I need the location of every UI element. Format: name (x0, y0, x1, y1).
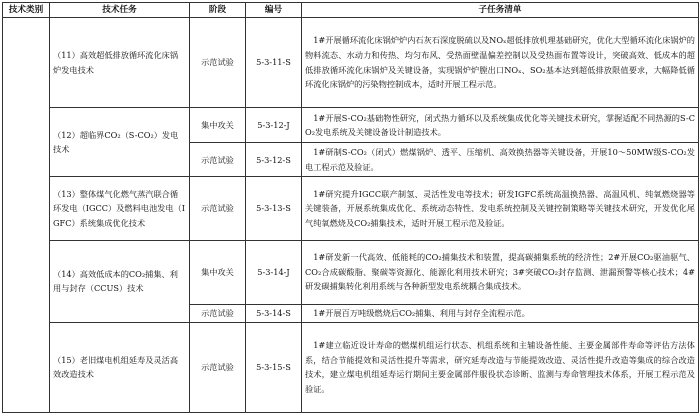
stage-cell: 集中攻关 (190, 108, 246, 143)
header-stage: 阶段 (190, 3, 246, 18)
task-name: （13）整体煤气化燃气蒸汽联合循环发电（IGCC）及燃料电池发电（IGFC）系统集成优化技术 (50, 177, 190, 240)
task-table (2, 2, 699, 413)
number-cell: 5-3-11-S (246, 18, 302, 108)
task-name: （11）高效超低排放循环流化床锅炉发电技术 (50, 18, 190, 108)
number-cell: 5-3-12-S (246, 143, 302, 177)
table-row (3, 177, 699, 240)
stage-cell: 示范试验 (190, 322, 246, 412)
subtask-cell (302, 143, 699, 177)
number-cell: 5-3-14-J (246, 240, 302, 304)
stage-cell: 示范试验 (190, 18, 246, 108)
subtask-text: 1#开展循环流化床锅炉炉内石灰石深度脱硫以及NOₓ超低排放机理基础研究，优化大型循环流化床锅炉的物料流态、水动力和传热、均匀布风、受热面壁温偏差控制以及受热面布置等设计，突破高效、低成本的超低排放循环流化床锅炉及关键设备，实现锅炉炉膛出口NOₓ、SO₂基本达到超低排放限值要求，大幅降低循环流化床锅炉的污染物控制成本，适时开展工程示范。 (305, 35, 695, 90)
number-cell: 5-3-12-J (246, 108, 302, 143)
stage-cell: 示范试验 (190, 304, 246, 322)
subtask-text: 1#开展S-CO₂基础物性研究，闭式热力循环以及系统集成优化等关键技术研究，掌握适配不同热源的S-CO₂发电系统及关键设备设计制造技术。 (305, 112, 695, 138)
table-row (3, 322, 699, 412)
task-name: （14）高效低成本的CO₂捕集、利用与封存（CCUS）技术 (50, 240, 190, 322)
subtask-text: 1#开展百万吨级燃烧后CO₂捕集、利用与封存全流程示范。 (313, 307, 530, 318)
subtask-cell (302, 108, 699, 143)
subtask-cell (302, 304, 699, 322)
header-subtasks: 子任务清单 (302, 3, 699, 18)
stage-cell: 集中攻关 (190, 240, 246, 304)
number-cell: 5-3-15-S (246, 322, 302, 412)
table-row (3, 240, 699, 304)
number-cell: 5-3-14-S (246, 304, 302, 322)
stage-cell: 示范试验 (190, 143, 246, 177)
subtask-cell (302, 322, 699, 412)
stage-cell: 示范试验 (190, 177, 246, 240)
task-name: （12）超临界CO₂（S-CO₂）发电技术 (50, 108, 190, 177)
task-name: （15）老旧煤电机组延寿及灵活高效改造技术 (50, 322, 190, 412)
subtask-text: 1#研发新一代高效、低能耗的CO₂捕集技术和装置，提高碳捕集系统的经济性；2#开展CO₂驱油驱气、CO₂合成碳酸脂、聚碳等资源化、能源化利用技术研究；3#突破CO₂封存监测、泄漏预警等核心技术；4#研发碳捕集转化利用系统与各种新型发电系统耦合集成技术。 (305, 252, 695, 292)
header-row (3, 3, 699, 18)
header-number: 编号 (246, 3, 302, 18)
table-row (3, 18, 699, 108)
category-cell (3, 18, 50, 413)
subtask-text: 1#研制S-CO₂（闭式）燃煤锅炉、透平、压缩机、高效换热器等关键设备，开展10～50MW级S-CO₂发电工程示范及验证。 (305, 147, 695, 172)
subtask-text: 1#研究提升IGCC联产制氢、灵活性发电等技术；研发IGFC系统高温换热器、高温风机、纯氧燃烧器等关键装备，开展系统集成优化、系统动态特性、发电系统控制及关键控制策略等关键技术研究，开发优化尾气纯氧燃烧及CO₂捕集技术，适时开展工程示范及验证。 (305, 188, 695, 228)
header-task: 技术任务 (50, 3, 190, 18)
subtask-cell (302, 18, 699, 108)
subtask-cell (302, 240, 699, 304)
subtask-text: 1#建立临近设计寿命的燃煤机组运行状态、机组系统和主辅设备性能、主要金属部件寿命等评估方法体系，结合节能提效和灵活性提升等需求，研究延寿改造与节能提效改造、灵活性提升改造等集成的综合改造技术，建立煤电机组延寿运行期间主要金属部件服役状态诊断、监测与寿命管理技术体系，开展工程示范及验证。 (305, 340, 695, 394)
table-row (3, 108, 699, 143)
header-category: 技术类别 (3, 3, 50, 18)
number-cell: 5-3-13-S (246, 177, 302, 240)
subtask-cell (302, 177, 699, 240)
